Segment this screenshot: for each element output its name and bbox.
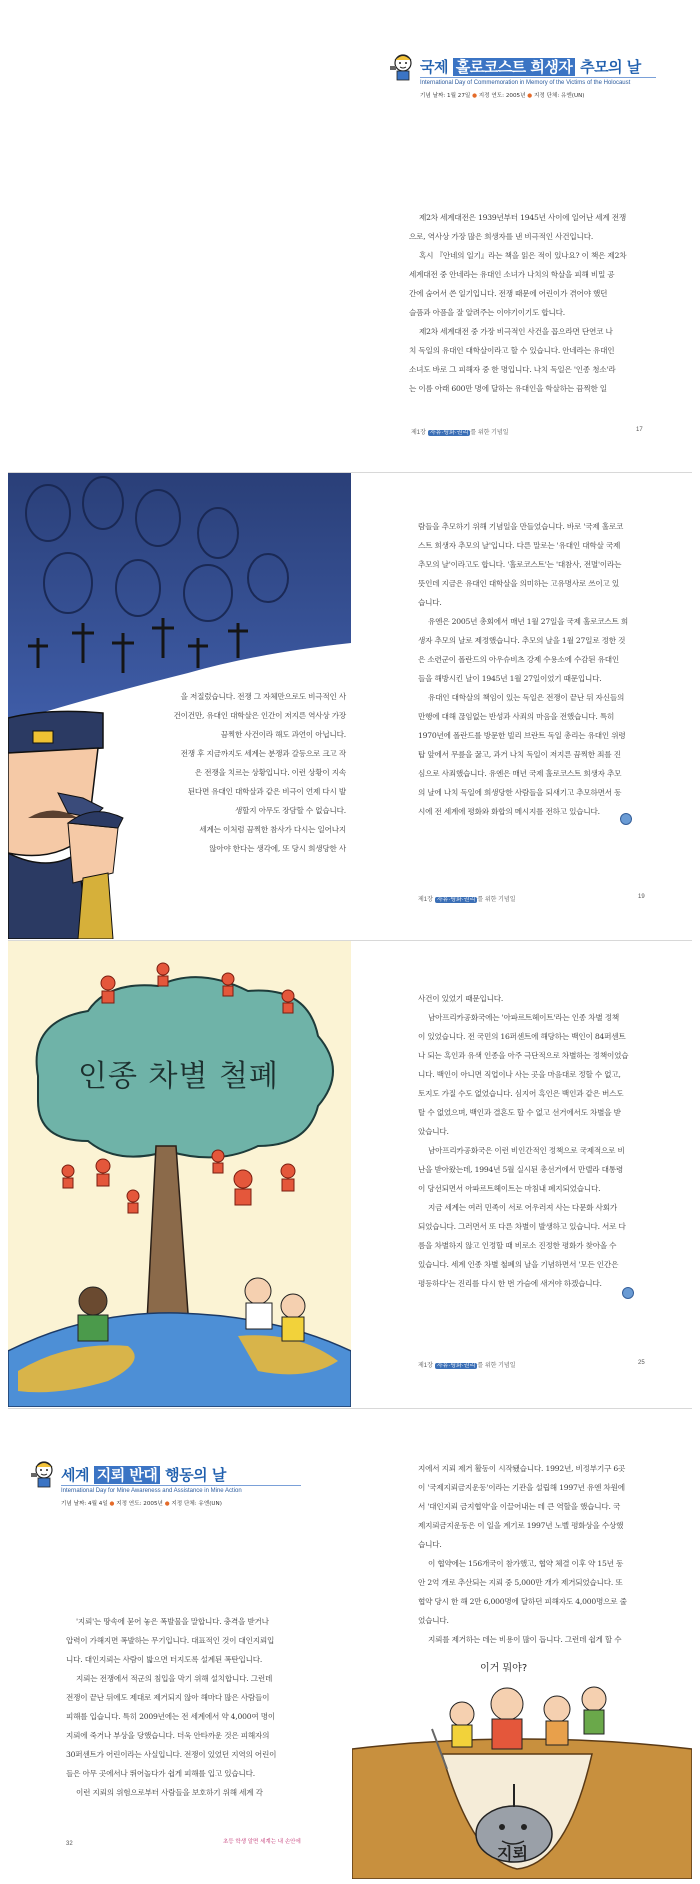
tree-slogan: 인종 차별 철폐 — [78, 1059, 279, 1094]
page-footer: 제1장 자유·평화·권리 를 위한 기념일 — [418, 1363, 516, 1369]
page-mine-awareness — [8, 1409, 692, 1879]
reporter-icon — [389, 52, 417, 82]
page-subtitle: International Day of Commemoration in Memory of the Victims of the Holocaust — [420, 80, 631, 86]
globe-icon — [620, 813, 632, 825]
page-holocaust-intro — [8, 6, 692, 472]
page-footer: 제1장 자유·평화·권리 를 위한 기념일 — [418, 897, 516, 903]
page-title: 국제 홀로코스트 희생자 추모의 날 — [420, 58, 641, 76]
brand-logo: 초등 학생 알면 세계는 내 손안에 — [223, 1839, 301, 1845]
date-info: 기념 날짜: 1월 27일 ● 지정 연도: 2005년 ● 지정 단체: 유엔(UN) — [420, 93, 585, 99]
landmine-illustration — [352, 1659, 692, 1879]
racial-equality-illustration — [8, 941, 351, 1407]
reporter-icon — [30, 1459, 58, 1489]
mine-label: 지뢰 — [497, 1844, 528, 1863]
speech-bubble: 이거 뭐야? — [480, 1663, 528, 1674]
page-footer: 제1장 자유·평화·권리 를 위한 기념일 — [411, 430, 509, 436]
page-number: 25 — [638, 1360, 645, 1366]
page-title: 세계 지뢰 반대 행동의 날 — [61, 1466, 226, 1484]
body-text-left: '지뢰'는 땅속에 묻어 놓은 폭발물을 말합니다. 충격을 받거나 압력이 가해지면 폭발하는 무기입니다. 대표적인 것이 대인지뢰입 니다. 대인지뢰는 사람이 밟으면 터지도록 설계된 폭탄입니다. 지뢰는 전쟁에서 적군의 침입을 막기 위해 설치합니다. 그런데 전쟁이 끝난 뒤에도 제대로 제거되지 않아 해마다 많은 사람들이 피해를 입습니다. 특히 2009년에는 전 세계에서 약 4,000여 명이 지뢰에 죽거나 부상을 당했습니다. 더욱 안타까운 것은 피해자의 30퍼센트가 어린이라는 사실입니다. 전쟁이 있었던 지역의 어린이 들은 아무 곳에서나 뛰어놀다가 쉽게 피해를 입고 있습니다. 이런 지뢰의 위험으로부터 사람들을 보호하기 위해 세계 각 — [66, 1617, 277, 1797]
page-number: 19 — [638, 894, 645, 900]
body-text: 람들을 추모하기 위해 기념일을 만들었습니다. 바로 '국제 홀로코 스트 희생자 추모의 날'입니다. 다른 말로는 '유대인 대학살 국제 추모의 날'이라고도 합니다. '홀로코스트'는 '대참사, 전멸'이라는 뜻인데 지금은 유대인 대학살을 의미하는 고유명사로 쓰이고 있 습니다. 유엔은 2005년 총회에서 매년 1월 27일을 국제 홀로코스트 희 생자 추모의 날로 제정했습니다. 추모의 날을 1월 27일로 정한 것 은 소련군이 폴란드의 아우슈비츠 강제 수용소에 수감된 유대인 들을 해방시킨 날이 1945년 1월 27일이었기 때문입니다. 유대인 대학살의 책임이 있는 독일은 전쟁이 끝난 뒤 자신들의 만행에 대해 끊임없는 반성과 사죄의 마음을 전했습니다. 특히 1970년에 폴란드를 방문한 빌리 브란트 독일 총리는 유대인 위령 탑 앞에서 무릎을 꿇고, 과거 나치 독일이 저지른 끔찍한 죄를 진 심으로 사죄했습니다. 유엔은 매년 국제 홀로코스트 희생자 추모 의 날에 나치 독일에 희생당한 사람들을 되새기고 추모하면서 동 시에 전 세계에 평화와 화합의 메시지를 전하고 있습니다. — [418, 522, 628, 816]
body-text: 제2차 세계대전은 1939년부터 1945년 사이에 일어난 세계 전쟁 으로, 역사상 가장 많은 희생자를 낸 비극적인 사건입니다. 혹시 『안네의 일기』라는 책을 읽은 적이 있나요? 이 책은 제2차 세계대전 중 안네라는 유대인 소녀가 나치의 학살을 피해 비밀 공 간에 숨어서 쓴 일기입니다. 전쟁 때문에 어린이가 겪어야 했던 슬픔과 아픔을 잘 알려주는 이야기이기도 합니다. 제2차 세계대전 중 가장 비극적인 사건을 꼽으라면 단연코 나 치 독일의 유대인 대학살이라고 할 수 있습니다. 안네라는 유대인 소녀도 바로 그 피해자 중 한 명입니다. 나치 독일은 '인종 청소'라 는 이름 아래 600만 명에 달하는 유대인을 학살하는 끔찍한 일 — [409, 213, 627, 393]
title-underline — [420, 77, 656, 78]
date-info: 기념 날짜: 4월 4일 ● 지정 연도: 2005년 ● 지정 단체: 유엔(UN) — [61, 1501, 222, 1507]
page-holocaust-remembrance — [8, 473, 692, 939]
body-text: 사건이 있었기 때문입니다. 남아프리카공화국에는 '아파르트헤이트'라는 인종 차별 정책 이 있었습니다. 전 국민의 16퍼센트에 해당하는 백인이 84퍼센트 나 되는 흑인과 유색 인종을 아주 극단적으로 차별하는 정책이었습 니다. 백인이 아니면 직업이나 사는 곳을 마음대로 정할 수 없고, 토지도 가질 수도 없었습니다. 심지어 흑인은 백인과 같은 버스도 탈 수 없었으며, 백인과 결혼도 할 수 없고 선거에서도 차별을 받 았습니다. 남아프리카공화국은 이런 비인간적인 정책으로 국제적으로 비 난을 받아왔는데, 1994년 5월 실시된 총선거에서 만델라 대통령 이 당선되면서 아파르트헤이트는 마침내 폐지되었습니다. 지금 세계는 여러 민족이 서로 어우러져 사는 다문화 사회가 되었습니다. 그러면서 또 다른 차별이 발생하고 있습니다. 서로 다 름을 차별하지 않고 인정할 때 비로소 진정한 평화가 찾아올 수 있습니다. 세계 인종 차별 철폐의 날을 기념하면서 '모든 인간은 평등하다'는 진리를 다시 한 번 가슴에 새겨야 하겠습니다. — [418, 994, 629, 1288]
page-subtitle: International Day for Mine Awareness and Assistance in Mine Action — [61, 1488, 242, 1494]
page-racial-discrimination — [8, 941, 692, 1407]
illustration-body-text: 을 저질렀습니다. 전쟁 그 자체만으로도 비극적인 사 건이건만, 유대인 대학살은 인간이 저지른 역사상 가장 끔찍한 사건이라 해도 과언이 아닙니다. 전쟁 후 지금까지도 세계는 분쟁과 갈등으로 크고 작 은 전쟁을 치르는 상황입니다. 이런 상황이 지속 된다면 유대인 대학살과 같은 비극이 언제 다시 발 생할지 아무도 장담할 수 없습니다. 세계는 이처럼 끔찍한 참사가 다시는 일어나지 않아야 한다는 생각에, 또 당시 희생당한 사 — [173, 692, 346, 853]
page-number: 17 — [636, 427, 643, 433]
globe-icon — [622, 1287, 634, 1299]
body-text-right: 지에서 지뢰 제거 활동이 시작됐습니다. 1992년, 비정부기구 6곳 이 '국제지뢰금지운동'이라는 기관을 설립해 1997년 유엔 차원에 서 '대인지뢰 금지협약'을 이끌어내는 데 큰 역할을 했습니다. 국 제지뢰금지운동은 이 일을 계기로 1997년 노벨 평화상을 수상했 습니다. 이 협약에는 156개국이 참가했고, 협약 체결 이후 약 15년 동 안 2억 개로 추산되는 지뢰 중 5,000만 개가 제거되었습니다. 또 협약 당시 한 해 2만 6,000명에 달하던 피해자도 4,000명으로 줄 었습니다. 지뢰를 제거하는 데는 비용이 많이 듭니다. 그런데 쉽게 할 수 — [418, 1464, 627, 1644]
page-number: 32 — [66, 1841, 73, 1847]
title-underline — [61, 1485, 301, 1486]
